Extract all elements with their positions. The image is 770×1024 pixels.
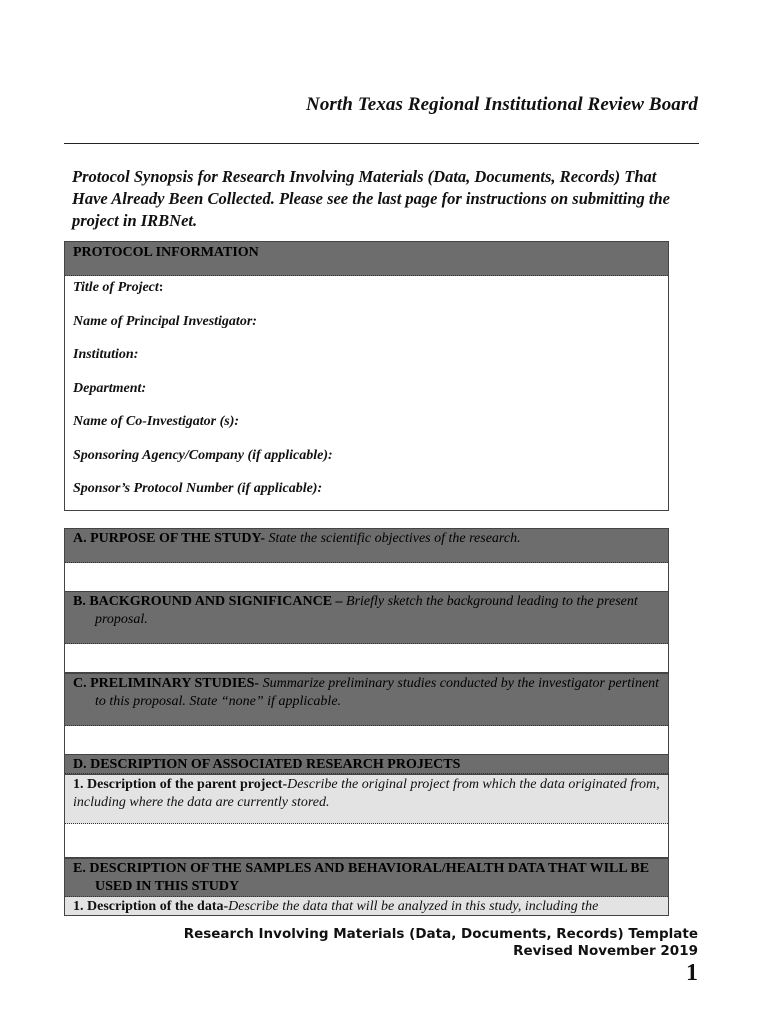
- protocol-fields: [65, 276, 668, 515]
- field-sponsor-protocol-number[interactable]: Sponsor’s Protocol Number (if applicable):: [73, 481, 323, 496]
- section-purpose: [64, 528, 669, 592]
- synopsis-heading: Protocol Synopsis for Research Involving Materials (Data, Documents, Records) That Have Already Been Collected. Please see the last page for instructions on submitting the project in IRBNet.: [72, 167, 670, 230]
- protocol-information-box: [64, 241, 669, 511]
- parent-project-entry[interactable]: [65, 824, 668, 858]
- section-purpose-entry[interactable]: [65, 563, 668, 592]
- protocol-information-heading: PROTOCOL INFORMATION: [65, 242, 668, 276]
- section-associated-heading: D. DESCRIPTION OF ASSOCIATED RESEARCH PROJECTS: [65, 755, 668, 774]
- section-background-entry[interactable]: [65, 644, 668, 673]
- section-background: [64, 591, 669, 673]
- section-preliminary-studies: [64, 673, 669, 755]
- field-department[interactable]: Department:: [73, 380, 147, 396]
- field-title-of-project[interactable]: Title of Project:: [73, 280, 164, 295]
- footer-template-name: Research Involving Materials (Data, Documents, Records) Template: [183, 926, 698, 942]
- header-divider: [64, 143, 699, 144]
- footer-revision: Revised November 2019: [513, 943, 698, 959]
- parent-project-description-label: 1. Description of the parent project-Describe the original project from which the data originated from, including where the data are currently stored.: [65, 774, 668, 824]
- data-description-label: 1. Description of the data-Describe the data that will be analyzed in this study, including the: [65, 897, 668, 916]
- field-sponsoring-agency[interactable]: Sponsoring Agency/Company (if applicable):: [73, 447, 333, 463]
- board-title: North Texas Regional Institutional Review Board: [306, 94, 698, 115]
- section-samples-data: [64, 858, 669, 916]
- page-number: 1: [686, 960, 698, 986]
- field-institution[interactable]: Institution:: [73, 347, 139, 362]
- section-preliminary-entry[interactable]: [65, 726, 668, 755]
- section-background-heading: B. BACKGROUND AND SIGNIFICANCE – Briefly sketch the background leading to the present proposal.: [65, 592, 668, 644]
- section-samples-heading: E. DESCRIPTION OF THE SAMPLES AND BEHAVIORAL/HEALTH DATA THAT WILL BE USED IN THIS STUDY: [65, 859, 668, 897]
- field-principal-investigator[interactable]: Name of Principal Investigator:: [73, 313, 257, 329]
- section-associated-projects: [64, 754, 669, 858]
- section-preliminary-heading: C. PRELIMINARY STUDIES- Summarize preliminary studies conducted by the investigator pertinent to this proposal. State “none” if applicable.: [65, 674, 668, 726]
- page-footer: [184, 926, 698, 960]
- field-co-investigator[interactable]: Name of Co-Investigator (s):: [73, 414, 240, 429]
- section-purpose-heading: A. PURPOSE OF THE STUDY- State the scientific objectives of the research.: [65, 529, 668, 563]
